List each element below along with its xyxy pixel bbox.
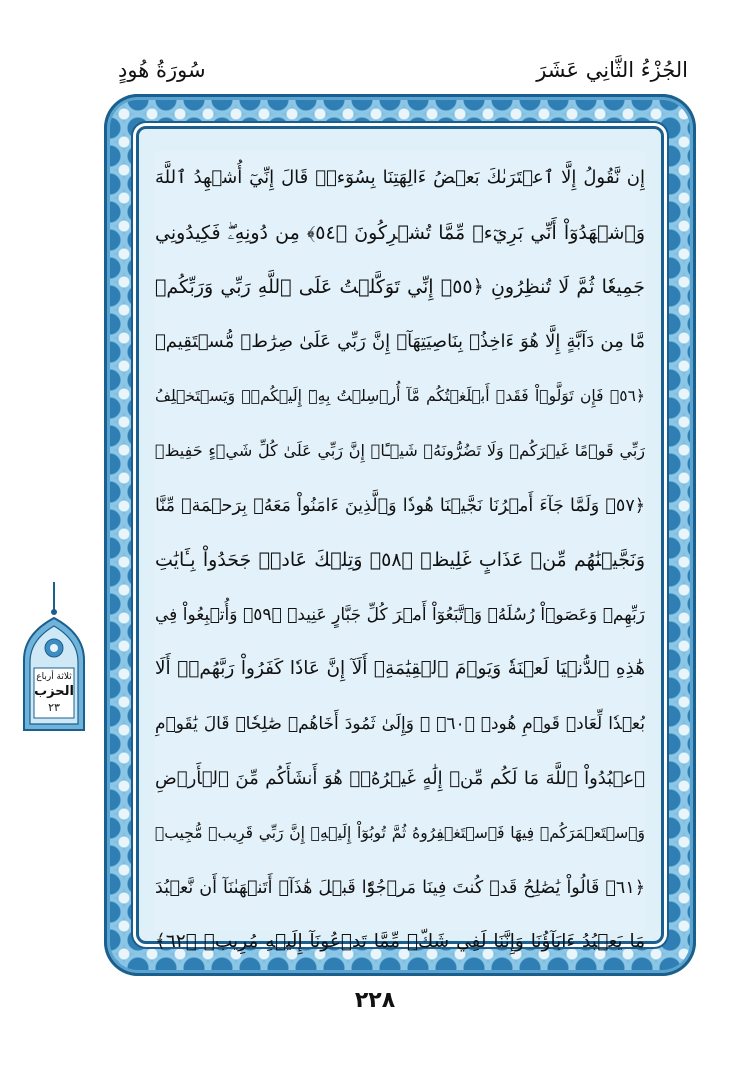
text-line: هَٰذِهِ ٱلدُّنۡيَا لَعۡنَةٗ وَيَوۡمَ ٱلۡقِيَٰمَةِۗ أَلَآ إِنَّ عَادٗا كَفَرُواْ رَبَّهُمۡۗ أَلَا (155, 658, 645, 680)
text-line: مَا يَعۡبُدُ ءَابَآؤُنَا وَإِنَّنَا لَفِي شَكّٖ مِّمَّا تَدۡعُونَآ إِلَيۡهِ مُرِيبٖ ﴿٦٢﴾ (155, 931, 645, 953)
juz-title: الجُزْءُ الثَّانِي عَشَرَ (536, 58, 688, 82)
ornamental-frame (104, 94, 696, 976)
frame-pattern (110, 100, 690, 970)
hizb-number: ٢٣ (48, 701, 60, 714)
quran-text (155, 151, 645, 953)
text-line: إِن نَّقُولُ إِلَّا ٱعۡتَرَىٰكَ بَعۡضُ ءَالِهَتِنَا بِسُوٓءٖۗ قَالَ إِنِّيٓ أُشۡهِدُ ٱللَّهَ (155, 167, 645, 188)
text-line: وَنَجَّيۡنَٰهُم مِّنۡ عَذَابٍ غَلِيظٖ ﴿٥٨﴾ وَتِلۡكَ عَادٞۖ جَحَدُواْ بِـَٔايَٰتِ (155, 549, 645, 572)
text-line: بُعۡدٗا لِّعَادٖ قَوۡمِ هُودٖ ﴿٦٠﴾ ۞ وَإِلَىٰ ثَمُودَ أَخَاهُمۡ صَٰلِحٗاۚ قَالَ يَٰقَوۡمِ (155, 713, 645, 734)
text-panel (136, 126, 664, 953)
hizb-label-quarter: ثلاثة أرباع (36, 672, 72, 682)
text-line: وَٱسۡتَعۡمَرَكُمۡ فِيهَا فَٱسۡتَغۡفِرُوهُ ثُمَّ تُوبُوٓاْ إِلَيۡهِۚ إِنَّ رَبِّي قَرِيبٞ مُّجِيبٞ (155, 824, 645, 843)
text-line: ٱعۡبُدُواْ ٱللَّهَ مَا لَكُم مِّنۡ إِلَٰهٍ غَيۡرُهُۥۖ هُوَ أَنشَأَكُم مِّنَ ٱلۡأَرۡضِ (155, 767, 645, 789)
text-line: ﴿٥٦﴾ فَإِن تَوَلَّوۡاْ فَقَدۡ أَبۡلَغۡتُكُم مَّآ أُرۡسِلۡتُ بِهِۦٓ إِلَيۡكُمۡۚ وَيَسۡتَخۡلِفُ (155, 387, 645, 406)
page-header (0, 28, 750, 88)
hizb-marker (18, 582, 90, 736)
surah-title: سُورَةُ هُودٍ (118, 58, 206, 82)
text-line: رَبِّهِمۡ وَعَصَوۡاْ رُسُلَهُۥ وَٱتَّبَعُوٓاْ أَمۡرَ كُلِّ جَبَّارٍ عَنِيدٖ ﴿٥٩﴾ وَأُتۡبِعُواْ فِي (155, 604, 645, 625)
page-number: ٢٢٨ (354, 988, 396, 1013)
text-line: ﴿٦١﴾ قَالُواْ يَٰصَٰلِحُ قَدۡ كُنتَ فِينَا مَرۡجُوّٗا قَبۡلَ هَٰذَآۖ أَتَنۡهَىٰنَآ أَن نَّعۡبُدَ (155, 877, 645, 898)
text-line: رَبِّي قَوۡمًا غَيۡرَكُمۡ وَلَا تَضُرُّونَهُۥ شَيۡـًٔاۚ إِنَّ رَبِّي عَلَىٰ كُلِّ شَيۡءٍ حَفِيظٞ (155, 440, 645, 460)
text-line: ﴿٥٧﴾ وَلَمَّا جَآءَ أَمۡرُنَا نَجَّيۡنَا هُودٗا وَٱلَّذِينَ ءَامَنُواْ مَعَهُۥ بِرَحۡمَةٖ مِّنَّا (155, 495, 645, 516)
hizb-label: الحزب (34, 684, 74, 699)
text-line: جَمِيعٗا ثُمَّ لَا تُنظِرُونِ ﴿٥٥﴾ إِنِّي تَوَكَّلۡتُ عَلَى ٱللَّهِ رَبِّي وَرَبِّكُمۚ (155, 276, 645, 299)
text-line: مَّا مِن دَآبَّةٍ إِلَّا هُوَ ءَاخِذُۢ بِنَاصِيَتِهَآۚ إِنَّ رَبِّي عَلَىٰ صِرَٰطٖ مُّسۡتَقِيمٖ (155, 330, 645, 352)
text-line: وَٱشۡهَدُوٓاْ أَنِّي بَرِيٓءٞ مِّمَّا تُشۡرِكُونَ ﴿٥٤﴾ مِن دُونِهِۦۖ فَكِيدُونِي (155, 221, 645, 244)
